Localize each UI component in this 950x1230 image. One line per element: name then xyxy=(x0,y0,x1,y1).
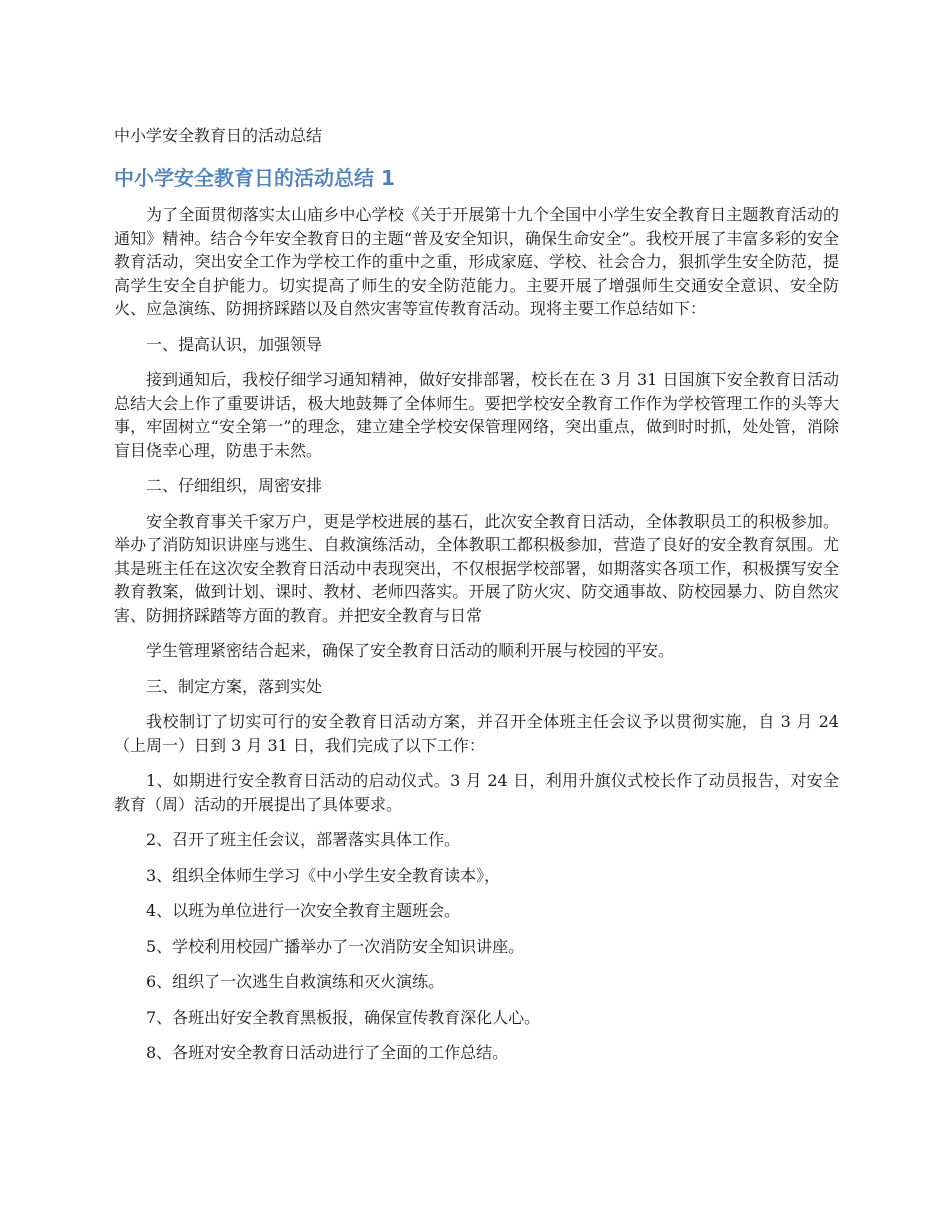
section-heading: 中小学安全教育日的活动总结 1 xyxy=(114,166,395,190)
document-body xyxy=(114,203,839,1077)
paragraph-intro: 为了全面贯彻落实太山庙乡中心学校《关于开展第十九个全国中小学生安全教育日主题教育活动的通知》精神。结合今年安全教育日的主题“普及安全知识，确保生命安全”。我校开展了丰富多彩的安全教育活动，突出安全工作为学校工作的重中之重，形成家庭、学校、社会合力，狠抓学生安全防范，提高学生安全自护能力。切实提高了师生的安全防范能力。主要开展了增强师生交通安全意识、安全防火、应急演练、防拥挤踩踏以及自然灾害等宣传教育活动。现将主要工作总结如下： xyxy=(114,205,839,318)
paragraph-2: 安全教育事关千家万户，更是学校进展的基石，此次安全教育日活动，全体教职员工的积极参加。举办了消防知识讲座与逃生、自救演练活动，全体教职工都积极参加，营造了良好的安全教育氛围。尤其是班主任在这次安全教育日活动中表现突出，不仅根据学校部署，如期落实各项工作，积极撰写安全教育教案，做到计划、课时、教材、老师四落实。开展了防火灾、防交通事故、防校园暴力、防自然灾害、防拥挤踩踏等方面的教育。并把安全教育与日常 xyxy=(114,511,839,625)
list-item: 7、各班出好安全教育黑板报，确保宣传教育深化人心。 xyxy=(146,1007,541,1027)
list-item: 1、如期进行安全教育日活动的启动仪式。3 月 24 日，利用升旗仪式校长作了动员报告，对安全教育（周）活动的开展提出了具体要求。 xyxy=(114,771,839,814)
list-item: 6、组织了一次逃生自救演练和灭火演练。 xyxy=(146,972,445,991)
list-item: 8、各班对安全教育日活动进行了全面的工作总结。 xyxy=(146,1043,509,1062)
list-item: 2、召开了班主任会议，部署落实具体工作。 xyxy=(146,830,461,849)
list-item: 3、组织全体师生学习《中小学生安全教育读本》， xyxy=(146,865,501,885)
subheading-2: 二、仔细组织，周密安排 xyxy=(146,476,323,495)
list-item: 5、学校利用校园广播举办了一次消防安全知识讲座。 xyxy=(146,936,525,956)
subheading-3: 三、制定方案，落到实处 xyxy=(146,676,323,696)
paragraph-1: 接到通知后，我校仔细学习通知精神，做好安排部署，校长在在 3 月 31 日国旗下安全教育日活动总结大会上作了重要讲话，极大地鼓舞了全体师生。要把学校安全教育工作作为学校管理工作的头等大事，牢固树立“安全第一”的理念，建立建全学校安保管理网络，突出重点，做到时时抓，处处管，消除盲目侥幸心理，防患于未然。 xyxy=(114,370,839,460)
list-item: 4、以班为单位进行一次安全教育主题班会。 xyxy=(146,901,461,920)
document-title: 中小学安全教育日的活动总结 xyxy=(114,126,323,145)
paragraph-3: 我校制订了切实可行的安全教育日活动方案，并召开全体班主任会议予以贯彻实施，自 3 月 24（上周一）日到 3 月 31 日，我们完成了以下工作： xyxy=(114,712,839,755)
paragraph-2-cont: 学生管理紧密结合起来，确保了安全教育日活动的顺利开展与校园的平安。 xyxy=(146,641,675,660)
subheading-1: 一、提高认识，加强领导 xyxy=(146,334,323,354)
